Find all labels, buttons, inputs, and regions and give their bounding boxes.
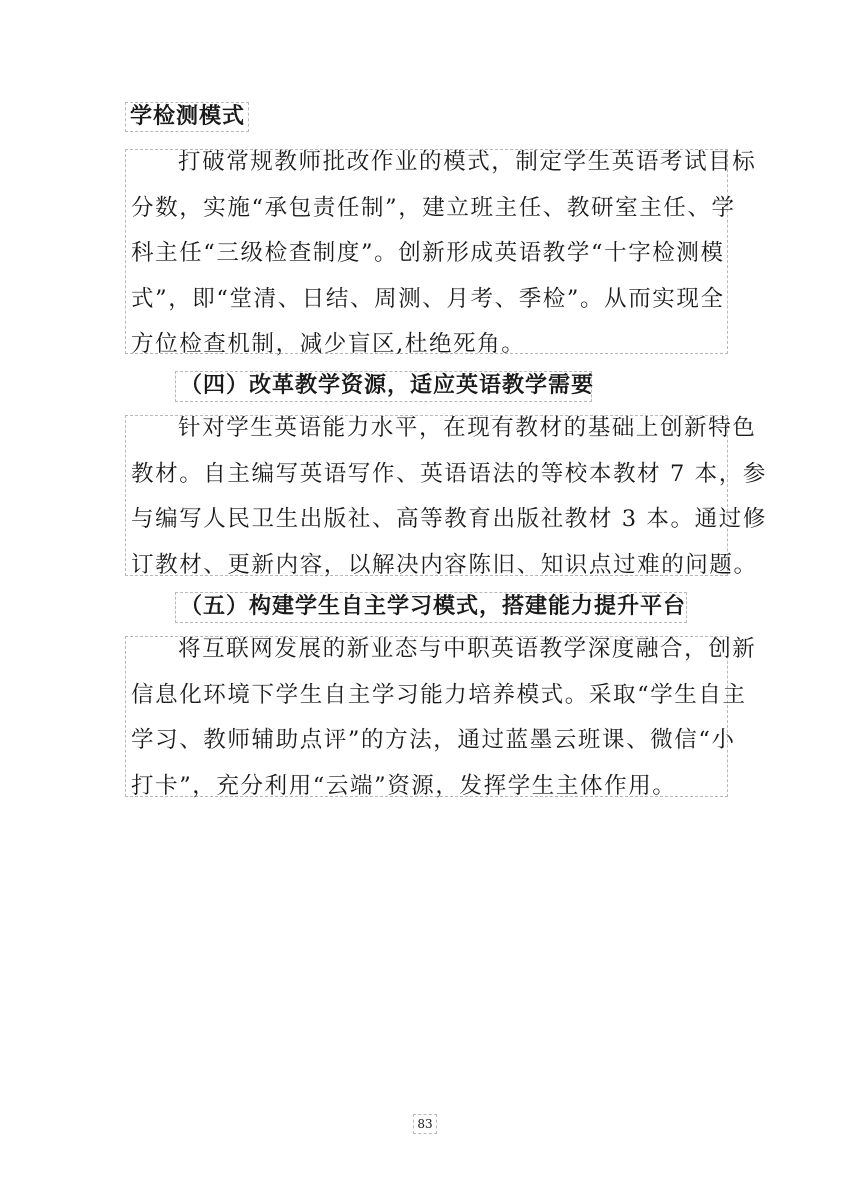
section-heading-five: （五）构建学生自主学习模式，搭建能力提升平台 <box>180 594 687 619</box>
text-line: 式”，即“堂清、日结、周测、月考、季检”。从而实现全 <box>131 285 725 312</box>
text-line: 与编写人民卫生出版社、高等教育出版社教材 3 本。通过修 <box>131 506 767 532</box>
text-line: 打卡”，充分利用“云端”资源，发挥学生主体作用。 <box>131 772 677 799</box>
paragraph-detection-mode <box>125 140 757 368</box>
paragraph-four <box>125 406 767 588</box>
section-heading-detection-mode: 学检测模式 <box>130 104 246 129</box>
section-heading-four: （四）改革教学资源，适应英语教学需要 <box>180 373 595 398</box>
text-line: 分数，实施“承包责任制”，建立班主任、教研室主任、学 <box>131 194 736 221</box>
text-line: 教材。自主编写英语写作、英语语法的等校本教材 7 本，参 <box>131 460 767 487</box>
paragraph-five <box>125 627 757 809</box>
text-line: 将互联网发展的新业态与中职英语教学深度融合，创新 <box>178 636 757 662</box>
page-number: 83 <box>417 1117 433 1131</box>
text-line: 针对学生英语能力水平，在现有教材的基础上创新特色 <box>178 415 757 441</box>
text-line: 学习、教师辅助点评”的方法，通过蓝墨云班课、微信“小 <box>131 727 736 753</box>
text-line: 信息化环境下学生自主学习能力培养模式。采取“学生自主 <box>131 681 747 708</box>
text-line: 订教材、更新内容，以解决内容陈旧、知识点过难的问题。 <box>131 551 758 578</box>
text-line: 打破常规教师批改作业的模式，制定学生英语考试目标 <box>178 149 757 175</box>
text-line: 方位检查机制，减少盲区,杜绝死角。 <box>131 331 526 357</box>
text-line: 科主任“三级检查制度”。创新形成英语教学“十字检测模 <box>131 240 725 266</box>
